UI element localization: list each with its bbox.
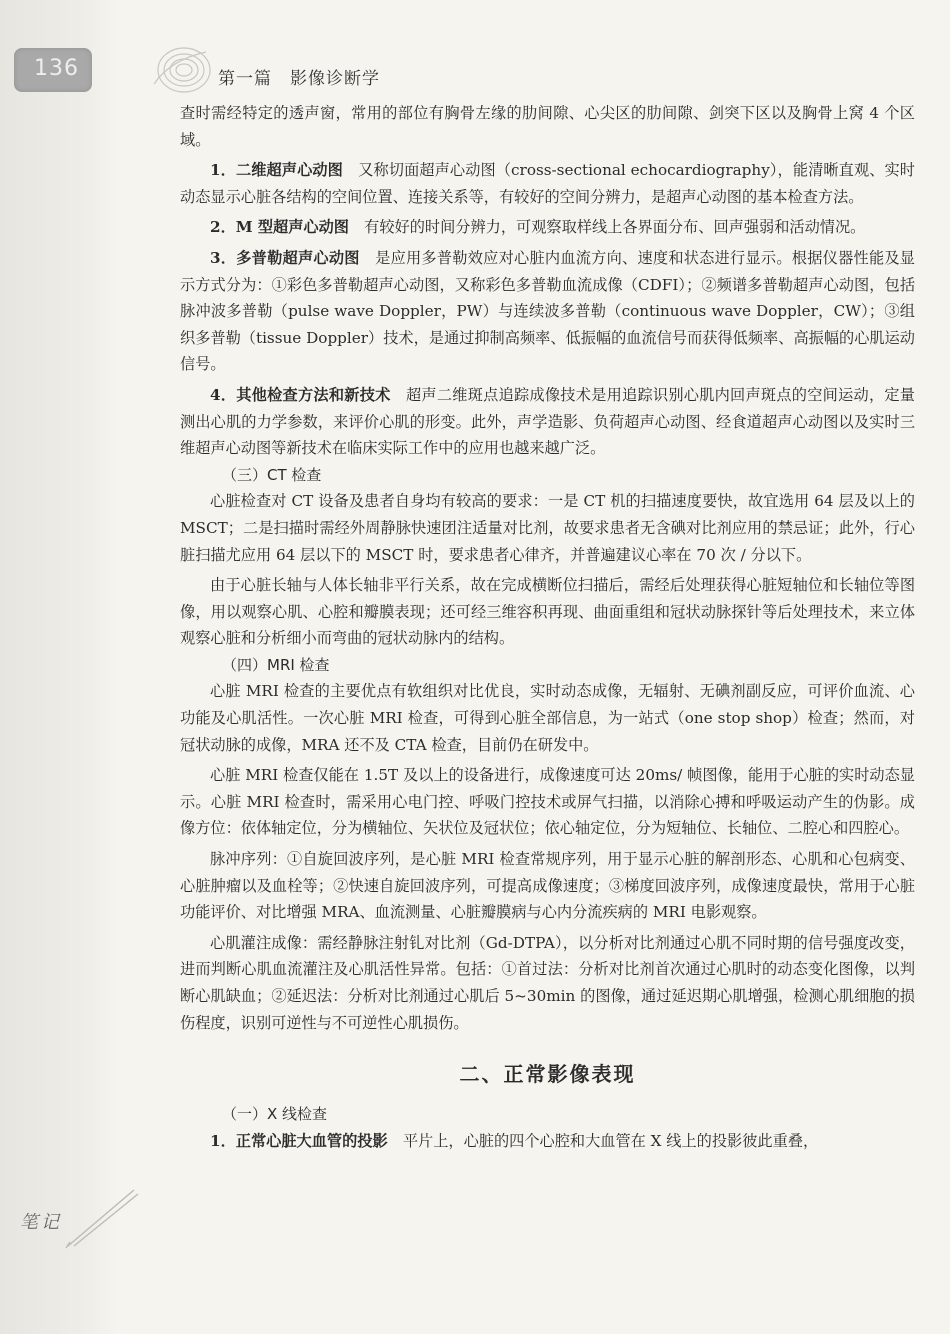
- paragraph: [180, 157, 915, 210]
- paragraph: 心脏 MRI 检查仅能在 1.5T 及以上的设备进行，成像速度可达 20ms/ 帧图像，能用于心脏的实时动态显示。心脏 MRI 检查时，需采用心电门控、呼吸门控技术或屏气扫描，以消除心搏和呼吸运动产生的伪影。成像方位：依体轴定位，分为横轴位、矢状位及冠状位；依心轴定位，分为短轴位、长轴位、二腔心和四腔心。: [180, 766, 915, 838]
- page-body: [180, 100, 915, 1154]
- notes-label: 笔记: [20, 1212, 62, 1233]
- item-text: 超声二维斑点追踪成像技术是用追踪识别心肌内回声斑点的空间运动，定量测出心肌的力学参数，来评价心肌的形变。此外，声学造影、负荷超声心动图、经食道超声心动图以及实时三维超声心动图等新技术在临床实际工作中的应用也越来越广泛。: [180, 385, 915, 458]
- item-title: 1．正常心脏大血管的投影: [210, 1131, 388, 1150]
- paragraph: 心肌灌注成像：需经静脉注射钆对比剂（Gd-DTPA），以分析对比剂通过心肌不同时期的信号强度改变，进而判断心肌血流灌注及心肌活性异常。包括：①首过法：分析对比剂首次通过心肌时的动态变化图像，以判断心肌缺血；②延迟法：分析对比剂通过心肌后 5~30min 的图像，通过延迟期心肌增强，检测心肌细胞的损伤程度，识别可逆性与不可逆性心肌损伤。: [180, 933, 915, 1032]
- mri-heading: （四）MRI 检查: [222, 655, 330, 674]
- item-text: 有较好的时间分辨力，可观察取样线上各界面分布、回声强弱和活动情况。: [348, 218, 866, 237]
- header-title: 第一篇 影像诊断学: [218, 69, 380, 89]
- xray-heading: （一）X 线检查: [222, 1105, 328, 1124]
- item-text: 又称切面超声心动图（cross-sectional echocardiography），能清晰直观、实时动态显示心脏各结构的空间位置、连接关系等，有较好的空间分辨力，是超声心动图的基本检查方法。: [180, 161, 915, 206]
- page-number: 136: [34, 56, 79, 81]
- paragraph: [180, 214, 915, 241]
- item-text: 平片上，心脏的四个心腔和大血管在 X 线上的投影彼此重叠，: [387, 1131, 819, 1150]
- paragraph: [180, 382, 915, 462]
- swirl-ornament-icon: [150, 40, 212, 98]
- item-title: 3．多普勒超声心动图: [210, 248, 360, 267]
- paragraph: 心脏检查对 CT 设备及患者自身均有较高的要求：一是 CT 机的扫描速度要快，故宜选用 64 层及以上的 MSCT；二是扫描时需经外周静脉快速团注适量对比剂，故要求患者无含碘对比剂应用的禁忌证；此外，行心脏扫描尤应用 64 层以下的 MSCT 时，要求患者心律齐，并普遍建议心率在 70 次 / 分以下。: [180, 492, 915, 564]
- item-title: 2．M 型超声心动图: [210, 218, 349, 237]
- paragraph: 查时需经特定的透声窗，常用的部位有胸骨左缘的肋间隙、心尖区的肋间隙、剑突下区以及胸骨上窝 4 个区域。: [180, 104, 915, 149]
- paragraph: [180, 245, 915, 378]
- pen-icon: [62, 1184, 142, 1250]
- paragraph: [180, 1128, 915, 1155]
- item-title: 1．二维超声心动图: [210, 161, 343, 180]
- item-text: 是应用多普勒效应对心脏内血流方向、速度和状态进行显示。根据仪器性能及显示方式分为：①彩色多普勒超声心动图，又称彩色多普勒血流成像（CDFI）；②频谱多普勒超声心动图，包括脉冲波多普勒（pulse wave Doppler，PW）与连续波多普勒（continuous wave Doppler，CW）；③组织多普勒（tissue Doppler）技术，是通过抑制高频率、低振幅的血流信号而获得低频率、高振幅的心肌运动信号。: [180, 248, 915, 374]
- item-title: 4．其他检查方法和新技术: [210, 385, 391, 404]
- paragraph: 由于心脏长轴与人体长轴非平行关系，故在完成横断位扫描后，需经后处理获得心脏短轴位和长轴位等图像，用以观察心肌、心腔和瓣膜表现；还可经三维容积再现、曲面重组和冠状动脉探针等后处理技术，来立体观察心脏和分析细小而弯曲的冠状动脉内的结构。: [180, 576, 915, 648]
- section-title: 二、正常影像表现: [459, 1062, 636, 1087]
- paragraph: 脉冲序列：①自旋回波序列，是心脏 MRI 检查常规序列，用于显示心脏的解剖形态、心肌和心包病变、心脏肿瘤以及血栓等；②快速自旋回波序列，可提高成像速度；③梯度回波序列，成像速度最快，常用于心脏功能评价、对比增强 MRA、血流测量、心脏瓣膜病与心内分流疾病的 MRI 电影观察。: [180, 850, 915, 922]
- paragraph: 心脏 MRI 检查的主要优点有软组织对比优良，实时动态成像，无辐射、无碘剂副反应，可评价血流、心功能及心肌活性。一次心脏 MRI 检查，可得到心脏全部信息，为一站式（one stop shop）检查；然而，对冠状动脉的成像，MRA 还不及 CTA 检查，目前仍在研发中。: [180, 682, 915, 754]
- ct-heading: （三）CT 检查: [222, 465, 322, 484]
- page-margin: [0, 0, 120, 1334]
